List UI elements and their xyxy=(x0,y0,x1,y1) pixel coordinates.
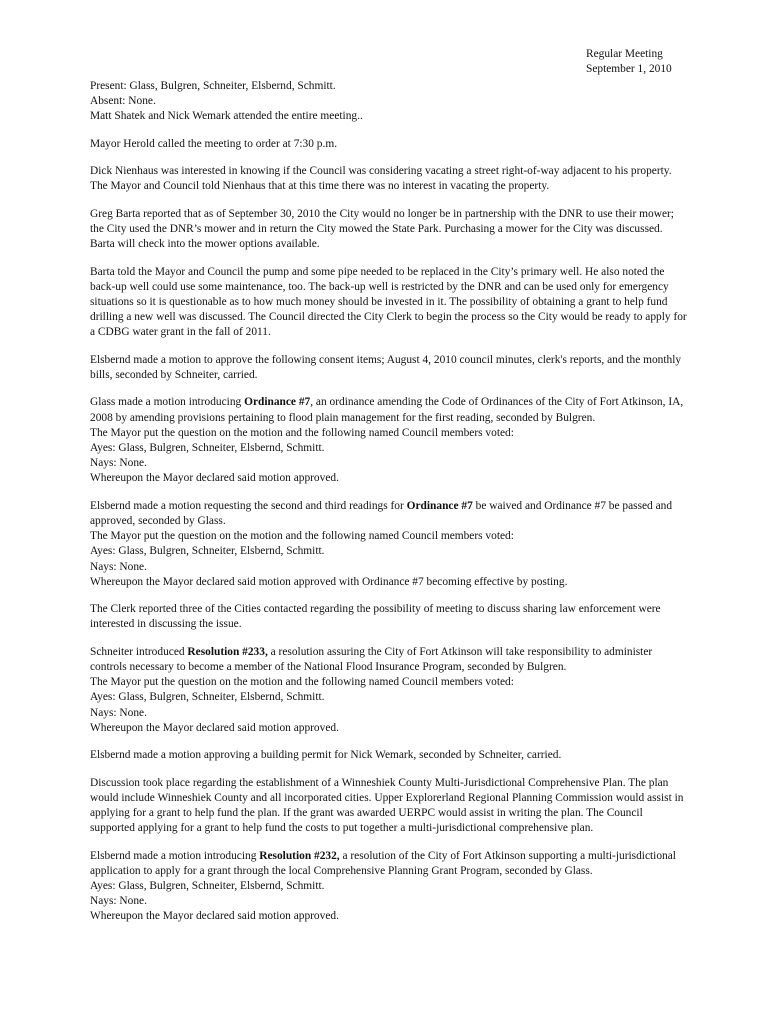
vote-question: The Mayor put the question on the motion and the following named Council members voted: xyxy=(90,676,514,689)
ordinance-7-waive-section xyxy=(90,499,690,590)
ayes-line: Ayes: Glass, Bulgren, Schneiter, Elsbernd, Schmitt. xyxy=(90,441,325,454)
well-paragraph: Barta told the Mayor and Council the pump and some pipe needed to be replaced in the City’s primary well. He also noted the back-up well could use some maintenance, too. The back-up well is restricted by the DNR and can be used only for emergency situations so it is questionable as to how much money should be invested in it. The possibility of obtaining a grant to help fund drilling a new well was discussed. The Council directed the City Clerk to begin the process so the City would be ready to apply for a CDBG water grant in the fall of 2011. xyxy=(90,265,687,339)
building-permit-paragraph: Elsbernd made a motion approving a building permit for Nick Wemark, seconded by Schneiter, carried. xyxy=(90,749,562,762)
present-line: Present: Glass, Bulgren, Schneiter, Elsbernd, Schmitt. xyxy=(90,80,336,92)
meeting-type: Regular Meeting xyxy=(586,48,663,60)
clerk-report-paragraph: The Clerk reported three of the Cities contacted regarding the possibility of meeting to discuss sharing law enforcement were interested in discussing the issue. xyxy=(90,603,661,631)
resolution-title: Resolution #233, xyxy=(187,645,268,658)
vote-question: The Mayor put the question on the motion and the following named Council members voted: xyxy=(90,530,514,543)
absent-line: Absent: None. xyxy=(90,95,156,108)
vote-result: Whereupon the Mayor declared said motion approved. xyxy=(90,910,339,923)
motion-text: a resolution assuring the City of Fort Atkinson will take responsibility to administer controls necessary to become a member of the National Flood Insurance Program, seconded by Bulgren. xyxy=(90,645,653,673)
meeting-header xyxy=(586,47,672,77)
motion-text: Elsbernd made a motion introducing xyxy=(90,849,260,862)
attended-line: Matt Shatek and Nick Wemark attended the entire meeting.. xyxy=(90,110,363,123)
vote-result: Whereupon the Mayor declared said motion approved with Ordinance #7 becoming effective by posting. xyxy=(90,575,568,588)
ayes-line: Ayes: Glass, Bulgren, Schneiter, Elsbernd, Schmitt. xyxy=(90,691,325,704)
call-to-order-paragraph: Mayor Herold called the meeting to order at 7:30 p.m. xyxy=(90,137,338,150)
motion-text: Elsbernd made a motion requesting the second and third readings for xyxy=(90,499,407,512)
ordinance-title: Ordinance #7 xyxy=(406,499,473,512)
nays-line: Nays: None. xyxy=(90,457,147,470)
resolution-232-section xyxy=(90,849,690,925)
ordinance-7-intro-section xyxy=(90,395,690,486)
resolution-title: Resolution #232, xyxy=(259,849,340,862)
nays-line: Nays: None. xyxy=(90,706,147,719)
resolution-232-motion xyxy=(90,849,690,879)
ayes-line: Ayes: Glass, Bulgren, Schneiter, Elsbernd, Schmitt. xyxy=(90,545,325,558)
ordinance-7-waive-motion xyxy=(90,499,690,529)
motion-text: Glass made a motion introducing xyxy=(90,396,245,409)
minutes-body xyxy=(90,79,690,937)
meeting-date: September 1, 2010 xyxy=(586,63,672,76)
resolution-233-section xyxy=(90,645,690,736)
nays-line: Nays: None. xyxy=(90,560,147,573)
comprehensive-plan-paragraph: Discussion took place regarding the establishment of a Winneshiek County Multi-Jurisdictional Comprehensive Plan. The plan would include Winneshiek County and all incorporated cities. Upper Explorerland Regional Planning Commission would assist in applying for a grant to help fund the plan. If the grant was awarded UERPC would assist in writing the plan. The Council supported applying for a grant to help fund the costs to put together a multi-jurisdictional comprehensive plan. xyxy=(90,776,684,835)
vote-question: The Mayor put the question on the motion and the following named Council members voted: xyxy=(90,426,514,439)
ayes-line: Ayes: Glass, Bulgren, Schneiter, Elsbernd, Schmitt. xyxy=(90,879,325,892)
ordinance-title: Ordinance #7 xyxy=(244,396,311,409)
nays-line: Nays: None. xyxy=(90,895,147,908)
motion-text: , an ordinance amending the Code of Ordinances of the City of Fort Atkinson, IA, 2008 by amending provisions pertaining to flood plain management for the first reading, seconded by Bulgren. xyxy=(90,396,684,424)
attendance-section xyxy=(90,79,690,125)
consent-items-paragraph: Elsbernd made a motion to approve the following consent items; August 4, 2010 council minutes, clerk's reports, and the monthly bills, seconded by Schneiter, carried. xyxy=(90,353,682,381)
vote-result: Whereupon the Mayor declared said motion approved. xyxy=(90,721,339,734)
ordinance-7-intro-motion xyxy=(90,395,690,425)
vote-result: Whereupon the Mayor declared said motion approved. xyxy=(90,472,339,485)
nienhaus-paragraph: Dick Nienhaus was interested in knowing if the Council was considering vacating a street right-of-way adjacent to his property. The Mayor and Council told Nienhaus that at this time there was no interest in vacating the property. xyxy=(90,165,672,193)
mower-paragraph: Greg Barta reported that as of September 30, 2010 the City would no longer be in partnership with the DNR to use their mower; the City used the DNR’s mower and in return the City mowed the State Park. Purchasing a mower for the City was discussed. Barta will check into the mower options available. xyxy=(90,207,674,251)
motion-text: be waived and Ordinance #7 be passed and approved, seconded by Glass. xyxy=(90,499,673,527)
resolution-233-motion xyxy=(90,645,690,675)
motion-text: Schneiter introduced xyxy=(90,645,188,658)
motion-text: a resolution of the City of Fort Atkinson supporting a multi-jurisdictional application to apply for a grant through the local Comprehensive Planning Grant Program, seconded by Glass. xyxy=(90,849,676,877)
